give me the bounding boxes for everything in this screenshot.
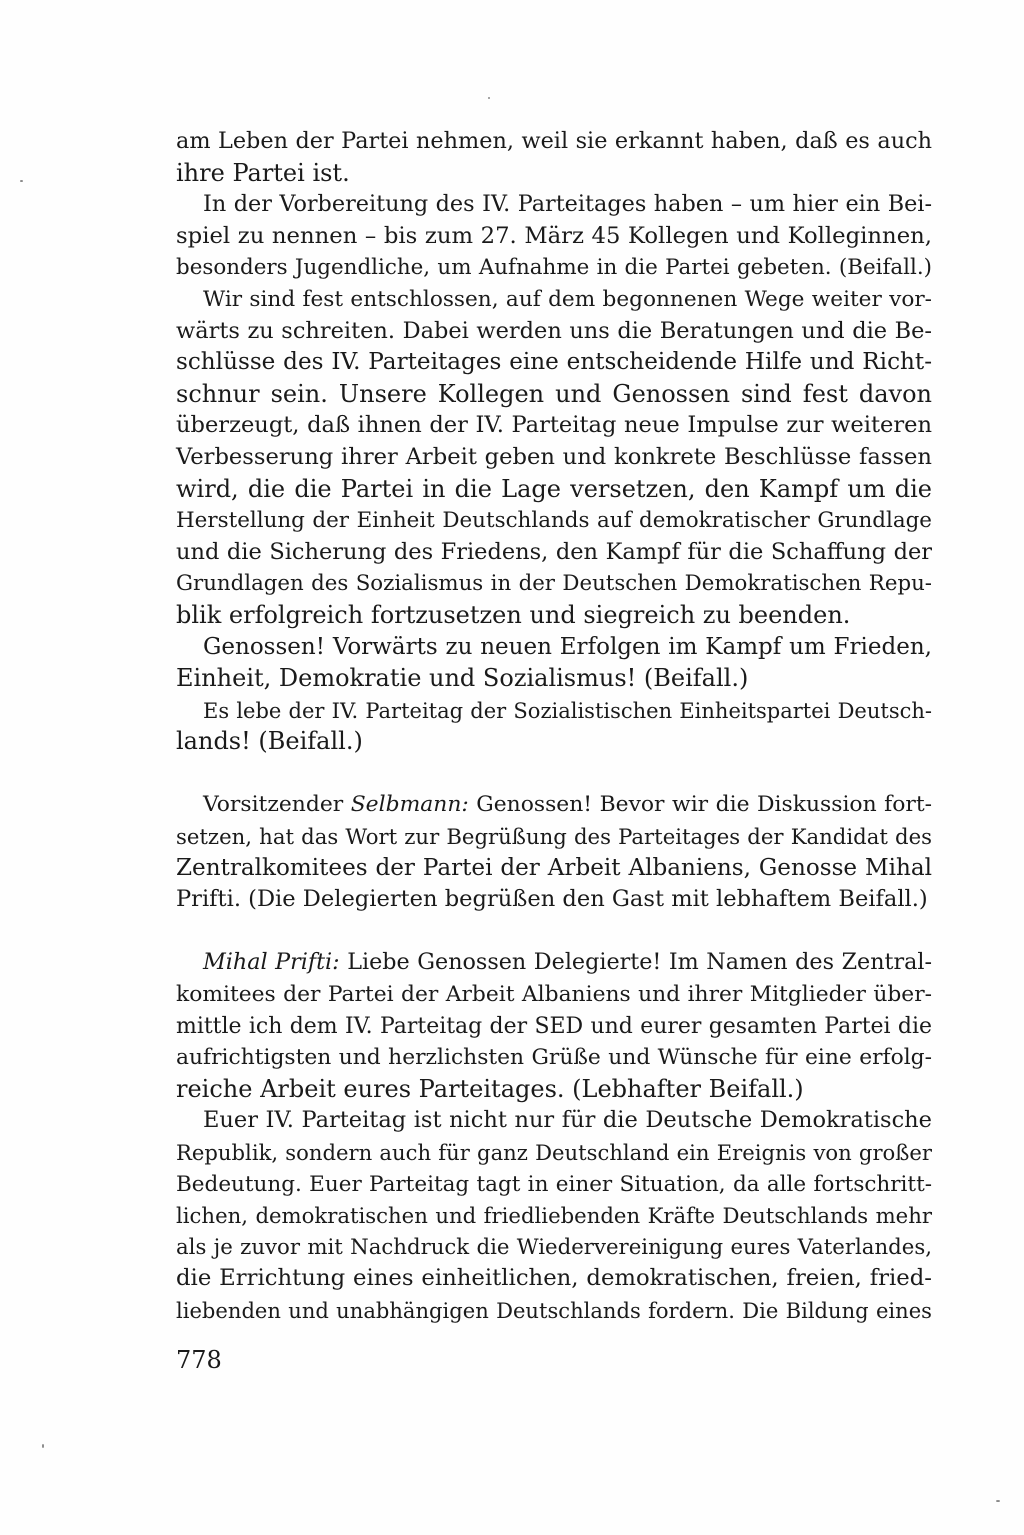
text-line: Prifti. (Die Delegierten begrüßen den Gast mit lebhaftem Beifall.)	[176, 886, 928, 913]
scan-speck	[996, 1500, 1000, 1502]
text-line: Republik, sondern auch für ganz Deutschland ein Ereignis von großer	[176, 1140, 932, 1165]
text-line: mittle ich dem IV. Parteitag der SED und eurer gesamten Partei die	[176, 1013, 932, 1039]
text-line: Bedeutung. Euer Parteitag tagt in einer Situation, da alle fortschritt-	[176, 1171, 932, 1197]
text-line: Verbesserung ihrer Arbeit geben und konkrete Beschlüsse fassen	[176, 443, 932, 470]
text-line: wärts zu schreiten. Dabei werden uns die Beratungen und die Be-	[176, 317, 932, 344]
text-line: Einheit, Demokratie und Sozialismus! (Beifall.)	[176, 664, 749, 693]
scan-speck	[488, 97, 490, 99]
text-line: ihre Partei ist.	[176, 158, 350, 187]
text-line: In der Vorbereitung des IV. Parteitages haben – um hier ein Bei-	[203, 191, 932, 218]
speaker-name: Selbmann:	[350, 792, 469, 818]
text-line: liebenden und unabhängigen Deutschlands fordern. Die Bildung eines	[176, 1297, 932, 1323]
text-line: lichen, demokratischen und friedliebenden Kräfte Deutschlands mehr	[176, 1203, 932, 1229]
text-line: Es lebe der IV. Parteitag der Sozialistischen Einheitspartei Deutsch-	[203, 697, 932, 723]
scan-speck	[20, 180, 23, 182]
text-fragment: Liebe Genossen Delegierte! Im Namen des Zentral-	[339, 949, 932, 976]
text-line: setzen, hat das Wort zur Begrüßung des Parteitages der Kandidat des	[176, 824, 932, 850]
speaker-name: Mihal Prifti:	[203, 949, 340, 976]
text-line: überzeugt, daß ihnen der IV. Parteitag neue Impulse zur weiteren	[176, 412, 932, 439]
text-line: die Errichtung eines einheitlichen, demokratischen, freien, fried-	[176, 1265, 932, 1292]
text-line: Euer IV. Parteitag ist nicht nur für die Deutsche Demokratische	[203, 1107, 932, 1134]
text-line	[176, 789, 932, 821]
text-line: schlüsse des IV. Parteitages eine entscheidende Hilfe und Richt-	[176, 349, 932, 376]
scan-speck	[42, 1444, 44, 1448]
text-line: Genossen! Vorwärts zu neuen Erfolgen im Kampf um Frieden,	[203, 633, 932, 660]
text-line: schnur sein. Unsere Kollegen und Genossen sind fest davon	[176, 379, 932, 408]
text-line: aufrichtigsten und herzlichsten Grüße und Wünsche für eine erfolg-	[176, 1045, 932, 1071]
text-line	[176, 947, 932, 979]
text-line: spiel zu nennen – bis zum 27. März 45 Kollegen und Kolleginnen,	[176, 222, 932, 249]
text-line: Wir sind fest entschlossen, auf dem begonnenen Wege weiter vor-	[203, 286, 932, 312]
text-line: Grundlagen des Sozialismus in der Deutschen Demokratischen Repu-	[176, 571, 932, 597]
text-line: Herstellung der Einheit Deutschlands auf demokratischer Grundlage	[176, 508, 932, 534]
section-gap	[176, 916, 932, 948]
body-text	[176, 126, 932, 1327]
text-line: lands! (Beifall.)	[176, 727, 363, 756]
text-fragment: Genossen! Bevor wir die Diskussion fort-	[468, 792, 932, 818]
text-line: Zentralkomitees der Partei der Arbeit Albaniens, Genosse Mihal	[176, 854, 932, 881]
text-line: komitees der Partei der Arbeit Albaniens und ihrer Mitglieder über-	[176, 982, 932, 1008]
section-gap	[176, 758, 932, 790]
text-line: wird, die die Partei in die Lage versetzen, den Kampf um die	[176, 474, 932, 503]
text-line: am Leben der Partei nehmen, weil sie erkannt haben, daß es auch	[176, 128, 932, 154]
text-line: blik erfolgreich fortzusetzen und siegreich zu beenden.	[176, 600, 851, 629]
text-line: besonders Jugendliche, um Aufnahme in die Partei gebeten. (Beifall.)	[176, 255, 932, 281]
text-line: und die Sicherung des Friedens, den Kampf für die Schaffung der	[176, 538, 932, 565]
chair-prefix: Vorsitzender	[203, 792, 351, 818]
text-line: als je zuvor mit Nachdruck die Wiedervereinigung eures Vaterlandes,	[176, 1234, 932, 1260]
page-number: 778	[176, 1346, 222, 1374]
text-line: reiche Arbeit eures Parteitages. (Lebhafter Beifall.)	[176, 1074, 804, 1103]
